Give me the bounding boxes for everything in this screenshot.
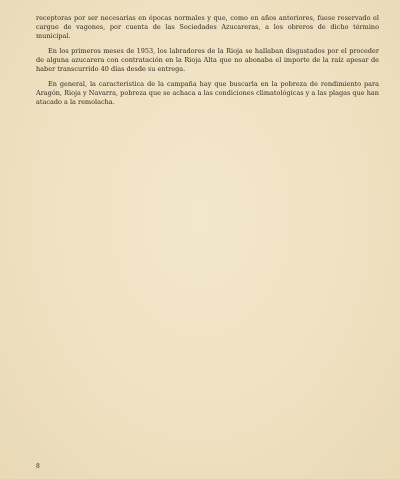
- body-text: [36, 14, 379, 113]
- paragraph-3: En general, la característica de la campaña hay que buscarla en la pobreza de rendimiento para Aragón, Rioja y Navarra, pobreza que se achaca a las condiciones climatológicas y a las plagas que han atacado a la remolacha.: [36, 80, 379, 106]
- paragraph-1: receptoras por ser necesarias en épocas normales y que, como en años anteriores, fuese reservado el cargue de vagones, por cuenta de las Sociedades Azucareras, a los obreros de dicho término municipal.: [36, 14, 379, 40]
- page-number: 8: [36, 463, 40, 470]
- paragraph-2: En los primeros meses de 1953, los labradores de la Rioja se hallaban disgustados por el proceder de alguna azucarera con contratación en la Rioja Alta que no abonaba el importe de la raíz apesar de haber transcurrido 40 días desde su entrega.: [36, 47, 379, 73]
